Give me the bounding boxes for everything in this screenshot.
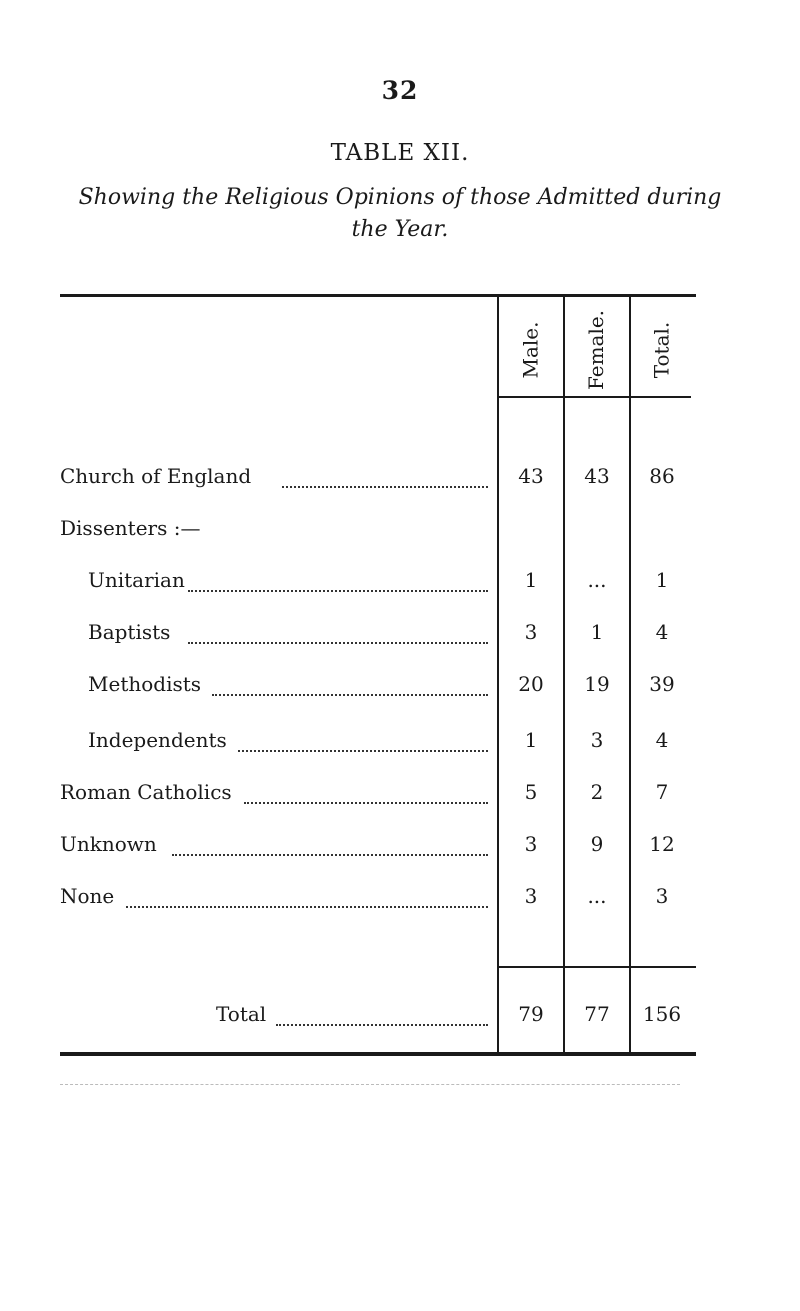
cell-female: 19 — [584, 672, 610, 696]
table-row-independents — [0, 728, 800, 758]
cell-male: 3 — [524, 832, 538, 856]
table-row-church-of-england — [0, 464, 800, 494]
total-separator-male — [499, 966, 563, 968]
subtitle-line-2: the Year. — [351, 217, 449, 242]
row-label: Baptists — [88, 620, 492, 650]
leader-dots — [212, 692, 488, 696]
leader-dots — [244, 800, 488, 804]
cell-female: ... — [587, 568, 607, 592]
page-bleed-through — [60, 1082, 680, 1085]
row-label: Church of England — [60, 464, 492, 494]
cell-total: 86 — [649, 464, 675, 488]
table-row-methodists — [0, 672, 800, 702]
cell-male: 3 — [524, 884, 538, 908]
cell-male: 3 — [524, 620, 538, 644]
header-separator-female — [565, 396, 629, 398]
table-row-unknown — [0, 832, 800, 862]
page-number: 32 — [381, 76, 419, 105]
cell-female: ... — [587, 884, 607, 908]
table-row-total — [0, 1002, 800, 1032]
row-label: Roman Catholics — [60, 780, 492, 810]
total-separator-total — [631, 966, 696, 968]
cell-total: 3 — [655, 884, 669, 908]
column-header-female: Female. — [584, 309, 609, 391]
cell-total: 4 — [655, 728, 669, 752]
leader-dots — [188, 588, 488, 592]
cell-male: 20 — [518, 672, 544, 696]
table-title: TABLE XII. — [330, 140, 470, 166]
column-header-total: Total. — [648, 321, 673, 379]
cell-female: 43 — [584, 464, 610, 488]
cell-female: 2 — [590, 780, 604, 804]
cell-male: 5 — [524, 780, 538, 804]
cell-female: 3 — [590, 728, 604, 752]
cell-male: 1 — [524, 728, 538, 752]
row-label: Unitarian — [88, 568, 492, 598]
table-row-dissenters — [0, 516, 800, 546]
cell-total: 4 — [655, 620, 669, 644]
table-top-rule — [60, 294, 696, 297]
cell-total: 39 — [649, 672, 675, 696]
leader-dots — [238, 748, 488, 752]
table-bottom-rule — [60, 1052, 696, 1056]
cell-male: 43 — [518, 464, 544, 488]
cell-female: 77 — [584, 1002, 610, 1026]
cell-male: 1 — [524, 568, 538, 592]
leader-dots — [282, 484, 488, 488]
cell-female: 9 — [590, 832, 604, 856]
header-separator-male — [499, 396, 563, 398]
row-label: Methodists — [88, 672, 492, 702]
cell-female: 1 — [590, 620, 604, 644]
table-row-roman-catholics — [0, 780, 800, 810]
row-label: Independents — [88, 728, 492, 758]
total-separator-female — [565, 966, 629, 968]
leader-dots — [172, 852, 488, 856]
leader-dots — [126, 904, 488, 908]
row-label: Total — [216, 1002, 492, 1032]
leader-dots — [276, 1022, 488, 1026]
cell-total: 12 — [649, 832, 675, 856]
cell-total: 156 — [642, 1002, 682, 1026]
leader-dots — [188, 640, 488, 644]
table-row-none — [0, 884, 800, 914]
row-label: None — [60, 884, 492, 914]
cell-total: 1 — [655, 568, 669, 592]
row-label: Unknown — [60, 832, 492, 862]
table-row-baptists — [0, 620, 800, 650]
column-header-male: Male. — [518, 321, 542, 379]
table-row-unitarian — [0, 568, 800, 598]
subtitle-line-1: Showing the Religious Opinions of those Admitted during — [78, 185, 722, 210]
cell-male: 79 — [518, 1002, 544, 1026]
cell-total: 7 — [655, 780, 669, 804]
row-label: Dissenters :— — [60, 516, 201, 540]
header-separator-total — [631, 396, 691, 398]
table-subtitle — [70, 182, 730, 246]
